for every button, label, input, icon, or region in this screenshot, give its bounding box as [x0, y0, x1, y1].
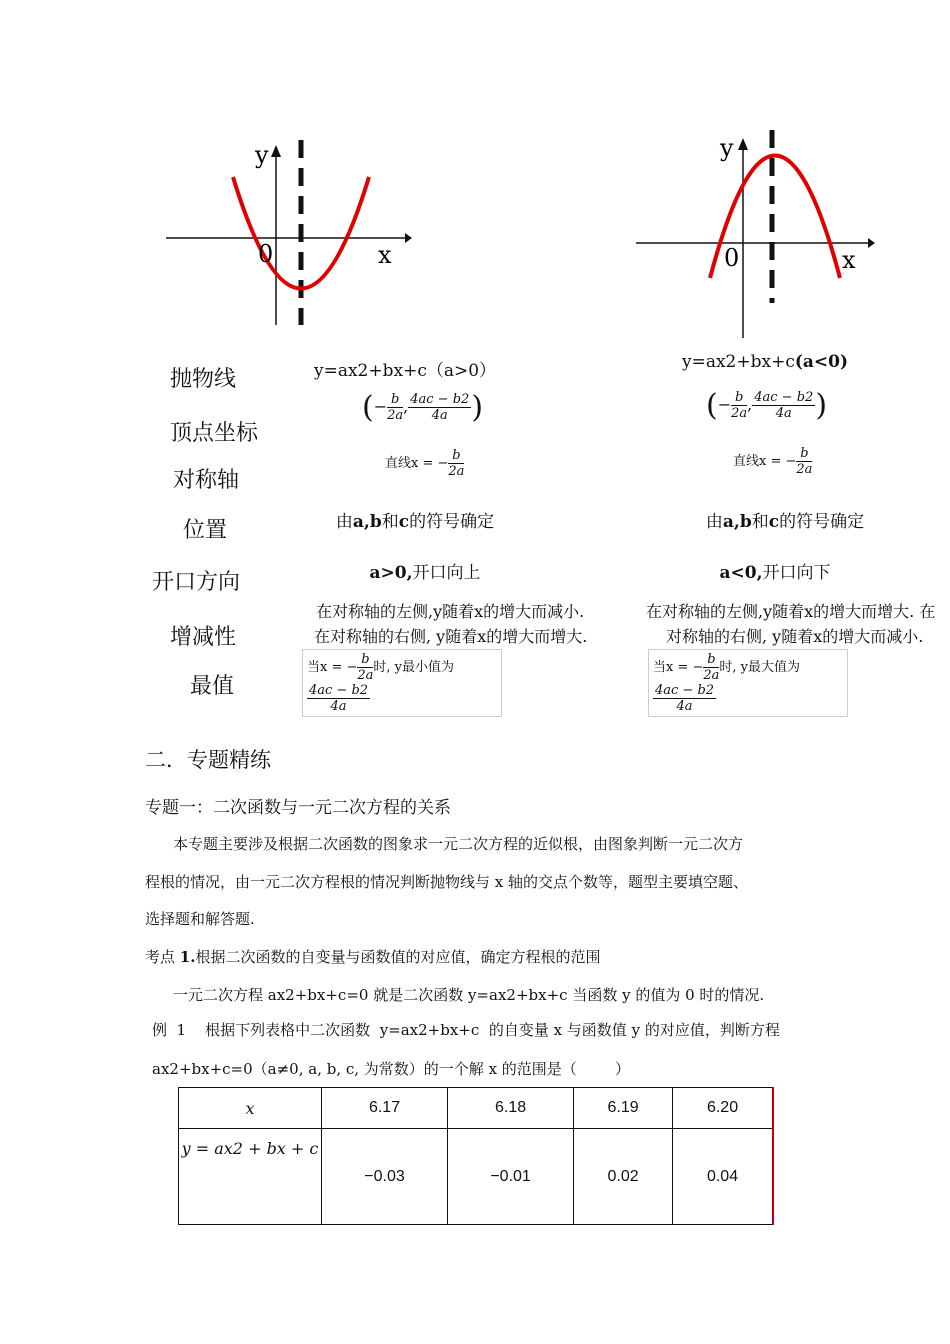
example-line2: ax2+bx+c=0（a≠0, a, b, c, 为常数）的一个解 x 的范围是（ ）: [152, 1060, 630, 1078]
topic-title: 专题一：二次函数与一元二次方程的关系: [145, 798, 451, 818]
row-label-monotonicity: 增减性: [170, 625, 237, 650]
table-cell: 0.04: [673, 1129, 773, 1225]
table-row: [179, 1129, 774, 1225]
row-label-opening: 开口方向: [152, 570, 241, 595]
section-title: 二．专题精练: [145, 748, 271, 772]
left-extreme-formula: 当x = − $\frac{b}{2a}$ 时, y最小值为 $\frac{4ac - b2}{4a}$: [302, 649, 502, 717]
table-cell: 0.02: [574, 1129, 673, 1225]
y-axis-label: y: [255, 141, 269, 169]
right-extreme-formula: 当x = − $\frac{b}{2a}$ 时, y最大值为 $\frac{4ac - b2}{4a}$: [648, 649, 848, 717]
right-parabola-formula: y=ax2+bx+c(a<0): [681, 352, 849, 372]
x-axis-arrow-icon: [405, 233, 412, 243]
right-axis-formula: 直线x = − $\frac{b}{2a}$: [733, 446, 813, 477]
value-table: [178, 1087, 774, 1225]
left-vertex-coord: (− $\frac{b}{2a}$ , $\frac{4ac - b2}{4a}$ ): [362, 390, 484, 425]
right-position-text: 由a,b和c的符号确定: [705, 512, 865, 532]
intro-line2: 程根的情况，由一元二次方程根的情况判断抛物线与 x 轴的交点个数等，题型主要填空题、: [145, 873, 748, 891]
example-line1: 例 1 根据下列表格中二次函数 y=ax2+bx+c 的自变量 x 与函数值 y 的对应值，判断方程: [152, 1021, 780, 1039]
right-vertex-coord: (− $\frac{b}{2a}$ , $\frac{4ac - b2}{4a}$ ): [706, 388, 828, 423]
x-axis-arrow-icon: [868, 238, 875, 248]
right-mono-line2: 对称轴的右侧, y随着x的增大而减小.: [666, 627, 924, 646]
y-axis-arrow-icon: [738, 138, 748, 150]
table-header-x: x: [179, 1088, 322, 1129]
note-line: 一元二次方程 ax2+bx+c=0 就是二次函数 y=ax2+bx+c 当函数 y 的值为 0 时的情况.: [173, 986, 765, 1004]
y-axis-arrow-icon: [271, 145, 281, 157]
row-label-axis: 对称轴: [173, 468, 240, 493]
right-opening-text: a<0,开口向下: [719, 563, 831, 583]
left-parabola-graph: [160, 135, 420, 335]
table-row: [179, 1088, 774, 1129]
left-mono-line1: 在对称轴的左侧,y随着x的增大而减小.: [316, 602, 585, 621]
table-cell: 6.17: [322, 1088, 448, 1129]
point1-heading: 考点 1.根据二次函数的自变量与函数值的对应值，确定方程根的范围: [145, 948, 601, 966]
right-parabola-graph: [630, 128, 890, 343]
intro-line3: 选择题和解答题.: [145, 910, 255, 928]
y-axis-label: y: [720, 134, 734, 162]
row-label-extreme: 最值: [190, 674, 235, 699]
left-position-text: 由a,b和c的符号确定: [335, 512, 495, 532]
row-label-position: 位置: [183, 518, 228, 543]
left-parabola-formula: y=ax2+bx+c（a>0）: [313, 361, 497, 381]
row-label-parabola: 抛物线: [170, 367, 237, 392]
x-axis-label: x: [378, 241, 392, 269]
table-header-y: y = ax2 + bx + c: [179, 1129, 322, 1225]
table-cell: −0.03: [322, 1129, 448, 1225]
origin-label: 0: [724, 244, 740, 272]
left-opening-text: a>0,开口向上: [369, 563, 481, 583]
table-cell: −0.01: [448, 1129, 574, 1225]
left-mono-line2: 在对称轴的右侧, y随着x的增大而增大.: [314, 627, 588, 646]
origin-label: 0: [258, 240, 274, 268]
table-cell: 6.18: [448, 1088, 574, 1129]
x-axis-label: x: [842, 246, 856, 274]
row-label-vertex: 顶点坐标: [170, 421, 259, 446]
right-mono-line1: 在对称轴的左侧,y随着x的增大而增大. 在: [646, 602, 936, 621]
table-cell: 6.19: [574, 1088, 673, 1129]
intro-line1: 本专题主要涉及根据二次函数的图象求一元二次方程的近似根，由图象判断一元二次方: [173, 835, 744, 853]
left-axis-formula: 直线x = − $\frac{b}{2a}$: [385, 448, 465, 479]
table-cell: 6.20: [673, 1088, 773, 1129]
